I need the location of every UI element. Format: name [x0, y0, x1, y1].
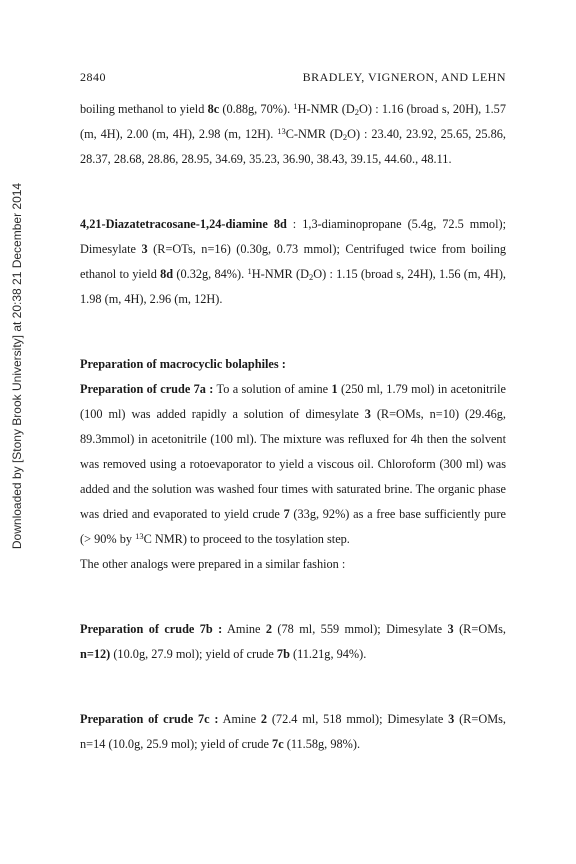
- superscript: 13: [135, 531, 144, 541]
- compound-1: 1: [331, 382, 338, 396]
- text: O) : 1.15 (broad s, 24H), 1.56 (m, 4H), 1.98 (m, 4H), 2.96 (m, 12H).: [80, 267, 506, 306]
- text: C NMR) to proceed to the tosylation step.: [143, 532, 350, 546]
- text: C-NMR (D: [285, 127, 343, 141]
- prep-7b-title: Preparation of crude 7b :: [80, 622, 223, 636]
- text: (250 ml, 1.79 mol) in acetonitrile (100 ml) was added rapidly a solution of dimesylate: [80, 382, 506, 421]
- prep-7a-title: Preparation of crude 7a :: [80, 382, 214, 396]
- download-watermark: [10, 116, 24, 616]
- compound-2: 2: [265, 622, 273, 636]
- paragraph-8d: [80, 212, 506, 312]
- compound-3: 3: [447, 622, 454, 636]
- paragraph-7c: [80, 707, 506, 757]
- text: O) : 1.16 (broad s, 20H), 1.57 (m, 4H), 2.00 (m, 4H), 2.98 (m, 12H).: [80, 102, 506, 141]
- prep-7c-title: Preparation of crude 7c :: [80, 712, 219, 726]
- text: (0.88g, 70%).: [219, 102, 294, 116]
- text: (33g, 92%) as a free base sufficiently pure (> 90% by: [80, 507, 506, 546]
- text: Amine: [222, 622, 266, 636]
- compound-7: 7: [283, 507, 290, 521]
- section-heading-text: Preparation of macrocyclic bolaphiles :: [80, 357, 286, 371]
- text: H-NMR (D: [297, 102, 355, 116]
- text: (R=OMs,: [453, 622, 506, 636]
- paragraph-8c-data: [80, 97, 506, 172]
- compound-7c: 7c: [272, 737, 284, 751]
- text: : 1,3-diaminopropane (5.4g, 72.5 mmol); Dimesylate: [80, 217, 506, 256]
- text: (R=OMs, n=10) (29.46g, 89.3mmol) in acetonitrile (100 ml). The mixture was refluxed for 4h then the solvent was removed using a rotoevaporator to yield a viscous oil. Chloroform (300 ml) was added and the solution was washed four times with saturated brine. The organic phase was dried and evaporated to yield crude: [80, 407, 507, 521]
- paragraph-7b: [80, 617, 506, 667]
- running-title: BRADLEY, VIGNERON, AND LEHN: [302, 70, 506, 84]
- text: boiling methanol to yield: [80, 102, 208, 116]
- superscript: 13: [277, 126, 286, 136]
- text: (78 ml, 559 mmol); Dimesylate: [272, 622, 448, 636]
- compound-2: 2: [260, 712, 268, 726]
- text: (10.0g, 27.9 mol); yield of crude: [110, 647, 277, 661]
- text: H-NMR (D: [251, 267, 309, 281]
- text: (72.4 ml, 518 mmol); Dimesylate: [267, 712, 449, 726]
- compound-3: 3: [141, 242, 148, 256]
- compound-3: 3: [448, 712, 455, 726]
- subscript: 2: [342, 132, 348, 142]
- section-heading: [80, 352, 506, 377]
- compound-7b: 7b: [276, 647, 290, 661]
- paragraph-7a: [80, 377, 506, 552]
- compound-8c: 8c: [207, 102, 220, 116]
- compound-8d-title: 4,21-Diazatetracosane-1,24-diamine 8d: [80, 217, 287, 231]
- page-body: [80, 97, 506, 757]
- text: To a solution of amine: [213, 382, 332, 396]
- paragraph-analogs: The other analogs were prepared in a similar fashion :: [80, 557, 346, 571]
- text: (11.58g, 98%).: [283, 737, 361, 751]
- text: Amine: [218, 712, 261, 726]
- compound-8d: 8d: [160, 267, 174, 281]
- subscript: 2: [308, 272, 314, 282]
- text: (R=OTs, n=16) (0.30g, 0.73 mmol); Centrifuged twice from boiling ethanol to yield: [80, 242, 506, 281]
- text: (0.32g, 84%).: [173, 267, 248, 281]
- text: O) : 23.40, 23.92, 25.65, 25.86, 28.37, 28.68, 28.86, 28.95, 34.69, 35.23, 36.90, 38.43, 39.15, 44.60., 48.11.: [80, 127, 507, 166]
- compound-3: 3: [364, 407, 371, 421]
- page-header: [80, 70, 506, 85]
- text: (R=OMs, n=14 (10.0g, 25.9 mol); yield of crude: [80, 712, 506, 751]
- download-watermark-text: Downloaded by [Stony Brook University] at 20:38 21 December 2014: [10, 182, 24, 550]
- superscript: 1: [247, 266, 252, 276]
- superscript: 1: [293, 101, 298, 111]
- text: (11.21g, 94%).: [289, 647, 367, 661]
- page-number: 2840: [80, 70, 106, 84]
- bold-n12: n=12): [80, 647, 111, 661]
- subscript: 2: [354, 107, 360, 117]
